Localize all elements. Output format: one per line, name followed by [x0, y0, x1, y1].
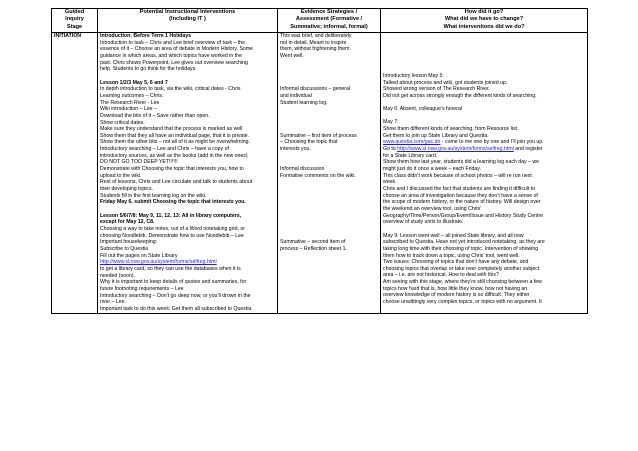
text-line: Two issues: Choosing of topics that don’t have any debate, and [383, 259, 529, 266]
text-line: area – i.e. are not historical. How to deal with this? [383, 272, 499, 279]
text-line: Show them different kinds of searching, from Resource list. [383, 126, 519, 133]
text-line: choose unwittingly very complex topics, or topics with no argument. It [383, 299, 542, 306]
text-line: Show them how last year, students did a learning log each day – we [383, 159, 540, 166]
text-line: help. Students to go think for the holidays. [100, 66, 197, 73]
text-line: week. [383, 179, 397, 186]
blank-line [280, 206, 378, 213]
hyperlink[interactable]: www.questia.com/gac.do [383, 139, 441, 146]
text-line: Friday May 6, submit Choosing the topic that interests you. [100, 199, 246, 206]
blank-line [280, 226, 378, 233]
text-line: Introductory searching – Lee and Chris – have a copy of [100, 146, 229, 153]
text-line: them, without frightening them. [280, 46, 351, 53]
text-line: needed (soon). [100, 272, 135, 279]
blank-line [383, 46, 585, 53]
header-interventions [98, 9, 278, 33]
blank-line [280, 113, 378, 120]
blank-line [280, 119, 378, 126]
blank-line [280, 219, 378, 226]
text-line: might just do it once a week – each Friday. [383, 166, 481, 172]
text-line: May 6: Absent, colleague’s funeral [383, 106, 462, 113]
text-line: interests you. [280, 146, 311, 153]
text-line: Fill out the pages on State Library [100, 252, 178, 259]
blank-line [280, 193, 378, 200]
text-line: future footnoting requirements – Lee [100, 285, 184, 292]
text-line: Lesson 1/2/3 May 5, 6 and 7 [100, 79, 168, 86]
text-line: May 9: Lesson went well – all joined State library, and all now [383, 232, 524, 239]
text-line: Am seeing with this stage, where they’re still choosing between a few [383, 279, 542, 286]
blank-line [383, 66, 585, 73]
text-line: Student learning log. [280, 99, 328, 106]
blank-line [280, 179, 378, 186]
blank-line [383, 60, 585, 67]
text-line: upload to the wiki. [100, 172, 142, 179]
text-line: The Research River - Lee [100, 99, 160, 106]
text-fragment: and register [513, 146, 543, 153]
text-line: Informal discussions – general [280, 86, 351, 93]
blank-line [383, 40, 585, 47]
header-line: Assessment (Formative / [295, 16, 363, 23]
text-line: Learning outcomes – Chris. [100, 92, 164, 99]
text-line: topics how hard that is, how little they know, how not having an [383, 285, 528, 292]
text-line: Subscribe to Questia [100, 245, 149, 252]
text-line: Important task to do this week: Get them all subscribed to Questia [100, 305, 252, 312]
text-line: choosing topics that overlap or take over completely another subject [383, 265, 540, 272]
text-line: – Choosing the topic that [280, 139, 338, 146]
header-line: How did it go? [464, 9, 504, 15]
text-line: Show them that they all have an individual page, that it is private. [100, 132, 250, 139]
stage-cell [52, 33, 98, 314]
text-line: except for May 12, C8. [100, 219, 155, 226]
text-line: and individual [280, 92, 312, 99]
header-stage [52, 9, 98, 33]
text-line: Talked about process and wiki, got students joined up. [383, 79, 508, 86]
text-line: Chris and I discussed the fact that students are finding it difficult to [383, 185, 536, 192]
text-line: In depth introduction to task, via the wiki, critical dates - Chris [100, 86, 241, 93]
text-line: Went well. [280, 52, 304, 59]
text-line: choosing Noodlebib. Demonstrate how to use Noodlebib – Lee [100, 232, 244, 239]
text-line: Students fill in the first learning log on the wiki. [100, 192, 207, 199]
text-line: May 7: [383, 119, 399, 126]
blank-line [280, 106, 378, 113]
text-line: not in detail. Meant to inspire [280, 39, 347, 46]
text-line: Geography/Time/Person/Group/Event/Issue and History Study Centre [383, 212, 544, 219]
blank-line [280, 153, 378, 160]
text-line: Make sure they understand that the process is marked as well [100, 126, 243, 133]
hyperlink[interactable]: http://www.sl.nsw.gov.au/system/forms/selfreg.html [100, 259, 217, 266]
header-line: What interventions did we do? [443, 23, 525, 30]
text-line: subscribed to Questia. Have not yet introduced notetaking, as they are [383, 239, 545, 246]
text-line: the weekend an overview tool, using Chris’ [383, 205, 482, 212]
text-line: their developing topics. [100, 186, 154, 193]
initiation-row [52, 33, 588, 314]
text-line [383, 139, 585, 146]
text-line: Download the bits of it – Save rather than open. [100, 112, 210, 119]
header-line: Summative; informal, formal) [290, 23, 368, 30]
text-line: Important housekeeping: [100, 239, 158, 246]
text-line: Introductory searching – Don’t go deep now, or you’ll drown in the [100, 292, 251, 299]
stage-label: INITIATION [54, 33, 81, 39]
text-line: introductory sources, as well as the books (add in the new ones) [100, 152, 248, 159]
blank-line [280, 80, 378, 87]
evidence-cell [278, 33, 381, 314]
text-line: This class didn’t work because of school photos – will re run next [383, 172, 532, 179]
text-line: Summative – first item of process [280, 132, 357, 139]
text-line: Showed wrong version of The Research River. [383, 86, 490, 93]
header-line: Evidence Strategies / [300, 9, 358, 15]
text-line: Introduction: Before Term 1 Holidays [100, 33, 191, 39]
text-line: Rest of lessons, Chris and Lee circulate and talk to students about [100, 179, 253, 186]
text-line: This was brief, and deliberately [280, 33, 352, 39]
reflection-cell [381, 33, 588, 314]
planning-table [51, 8, 588, 314]
blank-line [280, 232, 378, 239]
text-line: choose an area of investigation because they don’t have a sense of [383, 192, 538, 199]
text-line: overview knowledge of modern history is so difficult. They either [383, 292, 530, 299]
blank-line [280, 126, 378, 133]
header-reflection [381, 9, 588, 33]
text-line: Lesson 5/6/7/8: May 9, 11, 12, 13: All in library computers, [100, 212, 242, 219]
text-line: past. Chris shows Powerpoint, Lee gives out overview searching [100, 59, 248, 66]
header-evidence [278, 9, 381, 33]
header-line: What did we have to change? [444, 16, 524, 23]
header-line: Guided [64, 9, 85, 15]
text-line: Choosing a way to take notes, out of a Word notetaking grid, or [100, 226, 245, 232]
blank-line [280, 73, 378, 80]
text-line [383, 146, 585, 153]
text-line: for a State Library card. [383, 152, 438, 159]
header-line: Stage [66, 23, 83, 30]
text-line: Introduction to task – Chris and Lee brief overview of task – the [100, 39, 246, 46]
hyperlink[interactable]: http://www.sl.nsw.gov.au/system/forms/selfreg.html [397, 146, 514, 153]
text-fragment: - come to me one by one and I’ll join you up. [440, 139, 544, 146]
blank-line [383, 33, 585, 40]
text-line: the scope of modern history, or the nature of history. Will design over [383, 199, 541, 206]
text-line: Show critical dates. [100, 119, 145, 126]
header-line: Inquiry [65, 16, 84, 23]
blank-line [280, 186, 378, 193]
text-line: Introductory lesson May 5: [383, 72, 444, 79]
text-line: Formative comments on the wiki. [280, 172, 356, 179]
blank-line [100, 206, 275, 213]
text-line: Did not get across strongly enough the different kinds of searching. [383, 92, 537, 99]
blank-line [280, 60, 378, 67]
text-line: guidance in which areas, and which topics have worked in the [100, 52, 242, 59]
interventions-cell [98, 33, 278, 314]
text-line: Why it is important to keep details of quotes and summaries, for [100, 279, 247, 286]
blank-line [280, 199, 378, 206]
text-line: Show them the other bits – not all of it as might be overwhelming. [100, 139, 250, 146]
text-line: Demonstrate with Choosing the topic that interests you, how to [100, 166, 244, 173]
text-line: them how to track down a topic, using Chris’ tool, went well. [383, 252, 520, 259]
text-line: Get them to join up State Library and Questia. [383, 132, 489, 139]
header-line: Potential Instructional Interventions [139, 9, 236, 15]
text-line: DO NOT GO TOO DEEP YET!!!!!! [100, 159, 178, 166]
blank-line [383, 226, 585, 233]
text-line: to get a library card, so they can use the databases when it is [100, 265, 241, 272]
blank-line [280, 66, 378, 73]
text-line: Summative – second item of [280, 239, 346, 246]
text-line: process – Reflection sheet 1. [280, 245, 347, 252]
blank-line [383, 53, 585, 60]
header-row [52, 9, 588, 33]
text-line: overview of study units to illustrate. [383, 219, 464, 226]
blank-line [383, 99, 585, 106]
text-line: essence of it – Choose an area of debate in Modern History. Some [100, 46, 254, 53]
text-fragment: Go to [383, 146, 398, 153]
blank-line [280, 212, 378, 219]
blank-line [383, 113, 585, 120]
text-line: Wiki introduction – Lee – [100, 106, 157, 113]
text-line: taking long time with their choosing of topic. Intervention of showing [383, 245, 539, 252]
blank-line [280, 159, 378, 166]
blank-line [100, 73, 275, 80]
text-line: river – Lee. [100, 299, 126, 306]
header-line: (Including IT ) [169, 16, 206, 23]
text-line: Informal discussion [280, 165, 325, 172]
